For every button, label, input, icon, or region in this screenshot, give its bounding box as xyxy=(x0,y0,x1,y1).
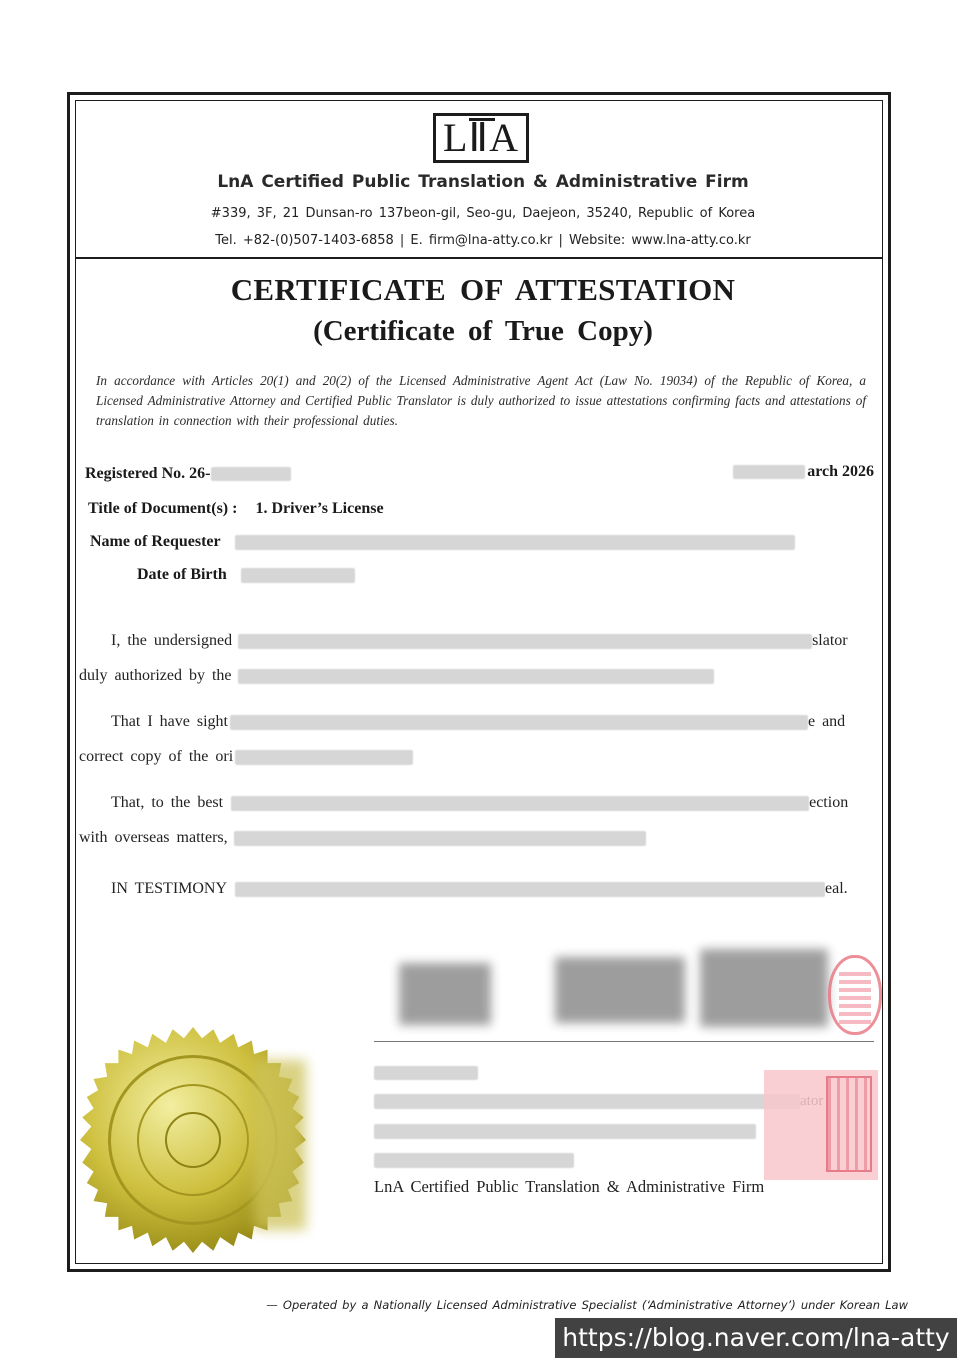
redacted-date xyxy=(733,465,805,479)
paragraph-1-line-1 xyxy=(111,632,848,650)
seal-emblem-icon xyxy=(165,1112,221,1168)
requester-field xyxy=(90,533,795,551)
p2-start: That I have sight xyxy=(111,713,228,730)
dob-label: Date of Birth xyxy=(137,566,227,583)
redacted-text xyxy=(235,750,413,765)
signer-authorization xyxy=(374,1123,756,1140)
redacted-registered-number xyxy=(211,467,291,481)
document-title-field xyxy=(88,500,384,518)
document-title-label: Title of Document(s) : xyxy=(88,500,238,517)
logo-text: LⅡA xyxy=(442,115,519,160)
signer-name xyxy=(374,1064,478,1081)
p1-end: slator xyxy=(812,632,848,649)
redacted-license-number xyxy=(374,1153,574,1168)
paragraph-2-line-2 xyxy=(79,748,413,766)
signature-stroke xyxy=(700,949,828,1027)
firm-address: #339, 3F, 21 Dunsan-ro 137beon-gil, Seo-gu, Daejeon, 35240, Republic of Korea xyxy=(210,206,756,221)
p4-start: IN TESTIMONY xyxy=(111,880,228,897)
p2-end: e and xyxy=(807,713,846,730)
p4-end: eal. xyxy=(825,880,848,897)
signer-title xyxy=(374,1093,823,1110)
certificate-title: CERTIFICATE OF ATTESTATION xyxy=(230,272,736,307)
signer-license xyxy=(374,1152,574,1169)
redacted-requester-name xyxy=(235,535,795,550)
p1-line2: duly authorized by the xyxy=(79,667,232,684)
firm-logo xyxy=(433,113,529,163)
redacted-signer-name xyxy=(374,1066,478,1080)
redacted-signer-title xyxy=(374,1094,800,1109)
p3-start: That, to the best xyxy=(111,794,224,811)
firm-contact: Tel. +82-(0)507-1403-6858 | E. firm@lna-atty.co.kr | Website: www.lna-atty.co.kr xyxy=(215,233,751,248)
p3-end: ection xyxy=(809,794,849,811)
redacted-text xyxy=(238,634,812,649)
paragraph-1-line-2 xyxy=(79,667,714,685)
redacted-dob xyxy=(241,568,355,583)
certificate-subtitle: (Certificate of True Copy) xyxy=(313,315,653,347)
signer-firm-name: LnA Certified Public Translation & Administrative Firm xyxy=(374,1177,765,1196)
paragraph-3-line-1 xyxy=(111,794,848,812)
registered-number xyxy=(85,465,291,483)
stamp-characters xyxy=(839,968,871,1024)
signature-line xyxy=(374,1041,874,1042)
blog-watermark: https://blog.naver.com/lna-atty xyxy=(555,1318,957,1358)
document-title-value: 1. Driver’s License xyxy=(255,500,384,517)
p2-line2: correct copy of the ori xyxy=(79,748,234,765)
registered-label: Registered No. 26- xyxy=(85,465,211,482)
redacted-text xyxy=(231,796,809,811)
signature-stroke xyxy=(555,957,685,1023)
redacted-signature xyxy=(395,945,835,1035)
square-stamp-frame xyxy=(826,1076,872,1172)
paragraph-2-line-1 xyxy=(111,713,845,731)
square-red-stamp xyxy=(764,1070,878,1180)
round-red-stamp xyxy=(828,955,882,1035)
header-divider xyxy=(76,257,882,259)
redacted-text xyxy=(238,669,714,684)
redacted-authorization xyxy=(374,1124,756,1139)
redacted-text xyxy=(234,831,646,846)
issue-date xyxy=(733,463,874,481)
paragraph-3-line-2 xyxy=(79,829,646,847)
redacted-text xyxy=(235,882,825,897)
p1-start: I, the undersigned xyxy=(111,632,233,649)
legal-preamble: In accordance with Articles 20(1) and 20(2) of the Licensed Administrative Agent Act (Law No. 19034) of the Republic of Korea, a Licensed Administrative Attorney and Certified Public Translator is duly authorized to issue attestations confirming facts and attestations of translation in connection with their professional duties. xyxy=(96,373,866,428)
redacted-text xyxy=(230,715,808,730)
paragraph-4 xyxy=(111,880,848,898)
firm-name: LnA Certified Public Translation & Administrative Firm xyxy=(217,172,749,192)
date-visible: arch 2026 xyxy=(807,463,874,480)
dob-field xyxy=(137,566,355,584)
signature-stroke xyxy=(399,963,491,1025)
seal-redaction xyxy=(254,1060,306,1230)
footer-note: — Operated by a Nationally Licensed Administrative Specialist (‘Administrative Attorney’) under Korean Law xyxy=(266,1298,908,1312)
p3-line2: with overseas matters, xyxy=(79,829,228,846)
requester-label: Name of Requester xyxy=(90,533,221,550)
